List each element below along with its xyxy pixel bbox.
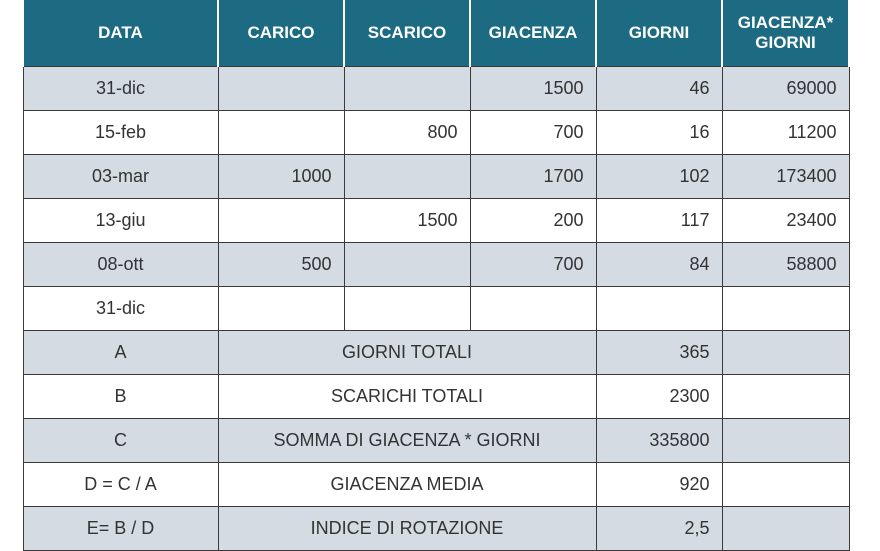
summary-label: SCARICHI TOTALI [218,375,596,419]
table-row [23,155,849,199]
table-row [23,243,849,287]
summary-value: 335800 [596,419,722,463]
summary-row [23,463,849,507]
summary-label: GIORNI TOTALI [218,331,596,375]
header-carico: CARICO [218,0,344,67]
summary-value: 2300 [596,375,722,419]
cell-giorni: 46 [596,67,722,111]
cell-giacenza: 1500 [470,67,596,111]
summary-extra [722,375,849,419]
cell-giacenza [470,287,596,331]
summary-code: C [23,419,218,463]
cell-carico [218,67,344,111]
cell-scarico [344,67,470,111]
summary-code: D = C / A [23,463,218,507]
table-row [23,111,849,155]
summary-label: GIACENZA MEDIA [218,463,596,507]
cell-carico [218,111,344,155]
summary-row [23,507,849,551]
summary-code: A [23,331,218,375]
cell-giorni: 102 [596,155,722,199]
summary-extra [722,331,849,375]
summary-row [23,419,849,463]
header-giacenza: GIACENZA [470,0,596,67]
cell-giorni: 16 [596,111,722,155]
summary-row [23,331,849,375]
cell-giorni: 117 [596,199,722,243]
cell-scarico: 1500 [344,199,470,243]
header-giacenza-giorni: GIACENZA* GIORNI [722,0,849,67]
cell-data: 13-giu [23,199,218,243]
cell-giacenza-giorni [722,287,849,331]
cell-giacenza-giorni: 69000 [722,67,849,111]
cell-carico: 500 [218,243,344,287]
cell-data: 03-mar [23,155,218,199]
inventory-rotation-table [22,0,850,551]
cell-giacenza-giorni: 23400 [722,199,849,243]
summary-value: 2,5 [596,507,722,551]
cell-scarico [344,243,470,287]
cell-giacenza-giorni: 11200 [722,111,849,155]
table-row [23,199,849,243]
table-header-row [23,0,849,67]
cell-giacenza-giorni: 173400 [722,155,849,199]
cell-giacenza: 200 [470,199,596,243]
cell-giacenza: 1700 [470,155,596,199]
header-data: DATA [23,0,218,67]
cell-giacenza-giorni: 58800 [722,243,849,287]
summary-label: INDICE DI ROTAZIONE [218,507,596,551]
table-row [23,67,849,111]
summary-extra [722,463,849,507]
cell-carico [218,287,344,331]
cell-giorni [596,287,722,331]
header-giorni: GIORNI [596,0,722,67]
cell-giacenza: 700 [470,243,596,287]
summary-label: SOMMA DI GIACENZA * GIORNI [218,419,596,463]
cell-carico [218,199,344,243]
cell-giorni: 84 [596,243,722,287]
cell-data: 15-feb [23,111,218,155]
cell-carico: 1000 [218,155,344,199]
cell-data: 08-ott [23,243,218,287]
cell-giacenza: 700 [470,111,596,155]
summary-row [23,375,849,419]
header-scarico: SCARICO [344,0,470,67]
summary-value: 365 [596,331,722,375]
cell-scarico: 800 [344,111,470,155]
summary-code: E= B / D [23,507,218,551]
cell-scarico [344,287,470,331]
summary-value: 920 [596,463,722,507]
cell-scarico [344,155,470,199]
inventory-table-container [22,0,848,551]
summary-code: B [23,375,218,419]
summary-extra [722,507,849,551]
cell-data: 31-dic [23,287,218,331]
table-row [23,287,849,331]
summary-extra [722,419,849,463]
cell-data: 31-dic [23,67,218,111]
